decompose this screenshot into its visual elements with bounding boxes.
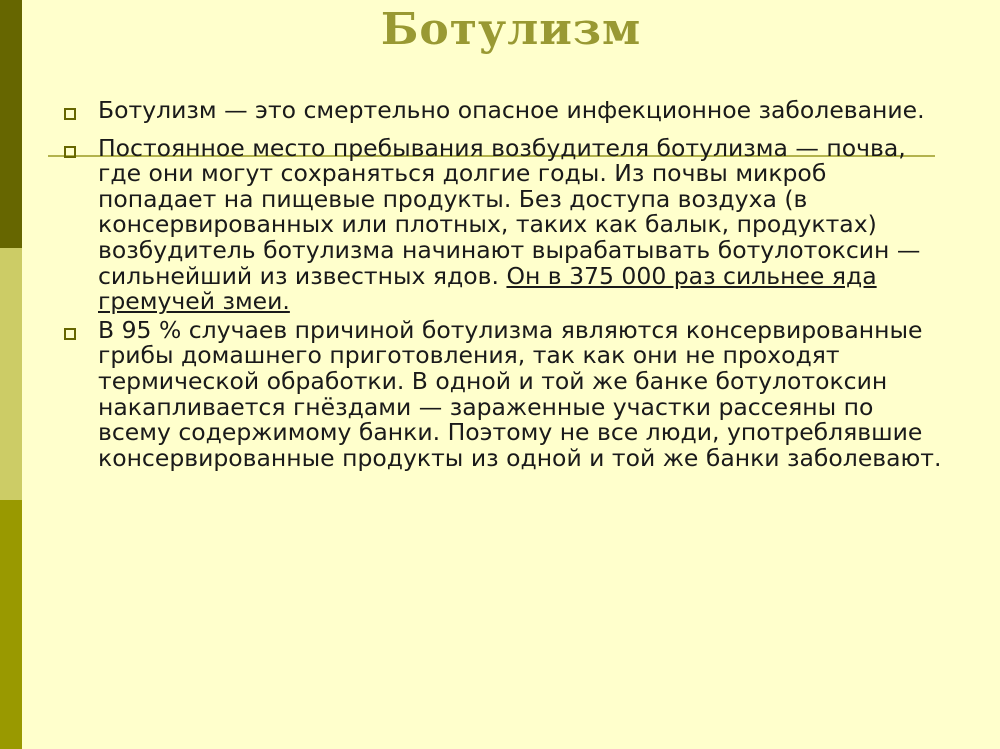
hollow-square-bullet-icon (64, 108, 76, 120)
bullet-item-1 (62, 98, 942, 124)
bullet-text-3: В 95 % случаев причиной ботулизма являются консервированные грибы домашнего приготовления, так как они не проходят термической обработки. В одной и той же банке ботулотоксин накапливается гнёздами — зараженные участки рассеяны по всему содержимому банки. Поэтому не все люди, употреблявшие консервированные продукты из одной и той же банки заболевают. (98, 315, 942, 472)
bullet-item-3 (62, 315, 942, 472)
slide-content (62, 98, 942, 471)
hollow-square-bullet-icon (64, 146, 76, 158)
sidebar-stripe-olive (0, 500, 22, 749)
bullet-item-2 (62, 133, 942, 316)
bullet-text-1: Ботулизм — это смертельно опасное инфекционное заболевание. (98, 96, 925, 124)
bullet-text-2-underlined: Он в 375 000 раз сильнее яда гремучей змеи. (98, 261, 877, 316)
sidebar-stripe-dark (0, 0, 22, 248)
slide-title: Ботулизм (380, 4, 642, 55)
bullet-text-2: Постоянное место пребывания возбудителя ботулизма — почва, где они могут сохраняться долгие годы. Из почвы микроб попадает на пищевые продукты. Без доступа воздуха (в консервированных или плотных, таких как балык, продуктах) возбудитель ботулизма начинают вырабатывать ботулотоксин — сильнейший из известных ядов. (98, 133, 921, 290)
sidebar-stripe-light (0, 248, 22, 500)
hollow-square-bullet-icon (64, 328, 76, 340)
